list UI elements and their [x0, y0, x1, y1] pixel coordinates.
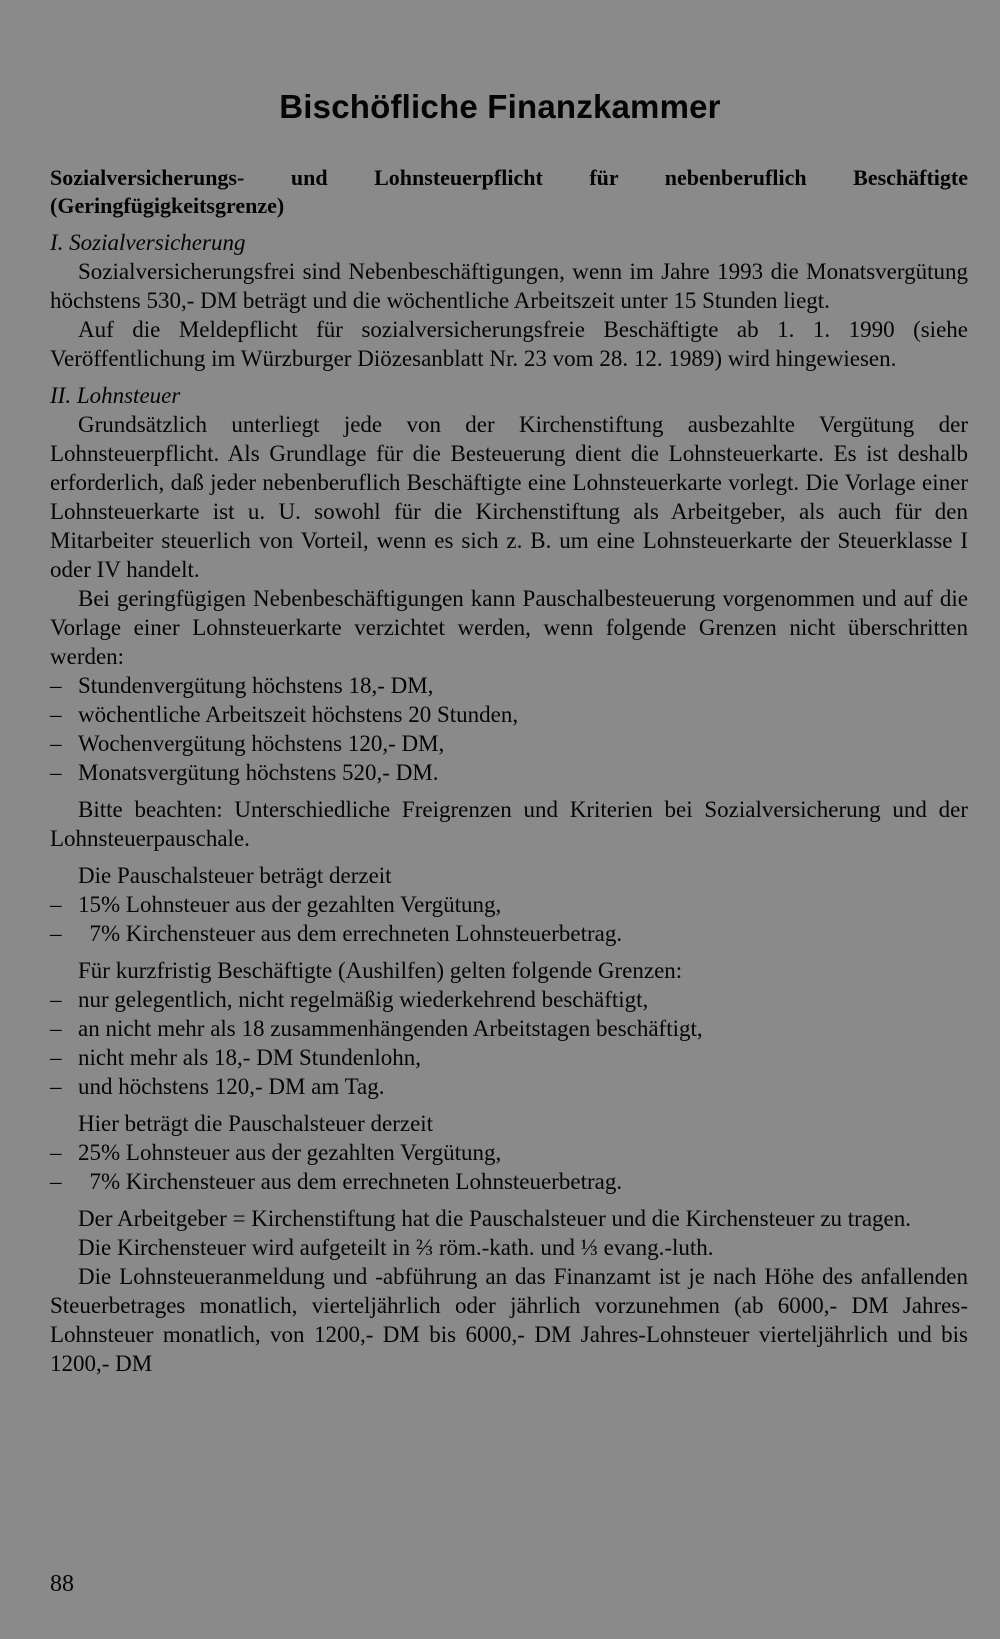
paragraph: Sozialversicherungsfrei sind Nebenbeschäftigungen, wenn im Jahre 1993 die Monatsvergütung höchstens 530,- DM beträgt und die wöchentliche Arbeitszeit unter 15 Stunden liegt.: [50, 259, 968, 313]
paragraph: Die Kirchensteuer wird aufgeteilt in ⅔ röm.-kath. und ⅓ evang.-luth.: [78, 1235, 714, 1260]
list-item: – und höchstens 120,- DM am Tag.: [50, 1074, 385, 1099]
list-item: – 7% Kirchensteuer aus dem errechneten Lohnsteuerbetrag.: [50, 921, 623, 946]
paragraph: Die Pauschalsteuer beträgt derzeit: [78, 863, 392, 888]
paragraph: Auf die Meldepflicht für sozialversicherungsfreie Beschäftigte ab 1. 1. 1990 (siehe Veröffentlichung im Würzburger Diözesanblatt Nr. 23 vom 28. 12. 1989) wird hingewiesen.: [50, 317, 968, 371]
list-item: – an nicht mehr als 18 zusammenhängenden Arbeitstagen beschäftigt,: [50, 1016, 703, 1041]
list-item: – 15% Lohnsteuer aus der gezahlten Vergütung,: [50, 892, 502, 917]
paragraph: Für kurzfristig Beschäftigte (Aushilfen) gelten folgende Grenzen:: [78, 958, 683, 983]
paragraph: Hier beträgt die Pauschalsteuer derzeit: [78, 1111, 434, 1136]
paragraph-note: Bitte beachten: Unterschiedliche Freigrenzen und Kriterien bei Sozialversicherung und der Lohnsteuerpauschale.: [50, 797, 968, 851]
flat-rate-list: [50, 890, 968, 948]
paragraph: Die Lohnsteueranmeldung und -abführung an das Finanzamt ist je nach Höhe des anfallenden Steuerbetrages monatlich, vierteljährlich oder jährlich vorzunehmen (ab 6000,- DM Jahres-Lohnsteuer monatlich, von 1200,- DM bis 6000,- DM Jahres-Lohnsteuer vierteljährlich und bis 1200,- DM: [50, 1264, 968, 1376]
list-item: – 25% Lohnsteuer aus der gezahlten Vergütung,: [50, 1140, 502, 1165]
article-heading: Sozialversicherungs- und Lohnsteuerpflicht für nebenberuflich Beschäftigte (Geringfügigkeitsgrenze): [50, 165, 968, 218]
list-item: – Monatsvergütung höchstens 520,- DM.: [50, 760, 439, 785]
limits-list: [50, 671, 968, 787]
section-title-lohnsteuer: II. Lohnsteuer: [50, 383, 181, 408]
page-header-title: Bischöfliche Finanzkammer: [279, 88, 721, 125]
list-item: – Stundenvergütung höchstens 18,- DM,: [50, 673, 434, 698]
article-body: [50, 164, 968, 1378]
paragraph: Der Arbeitgeber = Kirchenstiftung hat die Pauschalsteuer und die Kirchensteuer zu tragen.: [78, 1206, 912, 1231]
list-item: – nur gelegentlich, nicht regelmäßig wiederkehrend beschäftigt,: [50, 987, 649, 1012]
page-number: 88: [50, 1571, 74, 1597]
list-item: – 7% Kirchensteuer aus dem errechneten Lohnsteuerbetrag.: [50, 1169, 623, 1194]
short-term-limits-list: [50, 985, 968, 1101]
short-term-flat-rate-list: [50, 1138, 968, 1196]
list-item: – wöchentliche Arbeitszeit höchstens 20 Stunden,: [50, 702, 519, 727]
section-title-sozialversicherung: I. Sozialversicherung: [50, 230, 246, 255]
list-item: – nicht mehr als 18,- DM Stundenlohn,: [50, 1045, 422, 1070]
list-item: – Wochenvergütung höchstens 120,- DM,: [50, 731, 445, 756]
paragraph: Bei geringfügigen Nebenbeschäftigungen kann Pauschalbesteuerung vorgenommen und auf die Vorlage einer Lohnsteuerkarte verzichtet werden, wenn folgende Grenzen nicht überschritten werden:: [50, 586, 968, 669]
paragraph: Grundsätzlich unterliegt jede von der Kirchenstiftung ausbezahlte Vergütung der Lohnsteuerpflicht. Als Grundlage für die Besteuerung dient die Lohnsteuerkarte. Es ist deshalb erforderlich, daß jeder nebenberuflich Beschäftigte eine Lohnsteuerkarte vorlegt. Die Vorlage einer Lohnsteuerkarte ist u. U. sowohl für die Kirchenstiftung als Arbeitgeber, als auch für den Mitarbeiter steuerlich von Vorteil, wenn es sich z. B. um eine Lohnsteuerkarte der Steuerklasse I oder IV handelt.: [50, 412, 968, 582]
